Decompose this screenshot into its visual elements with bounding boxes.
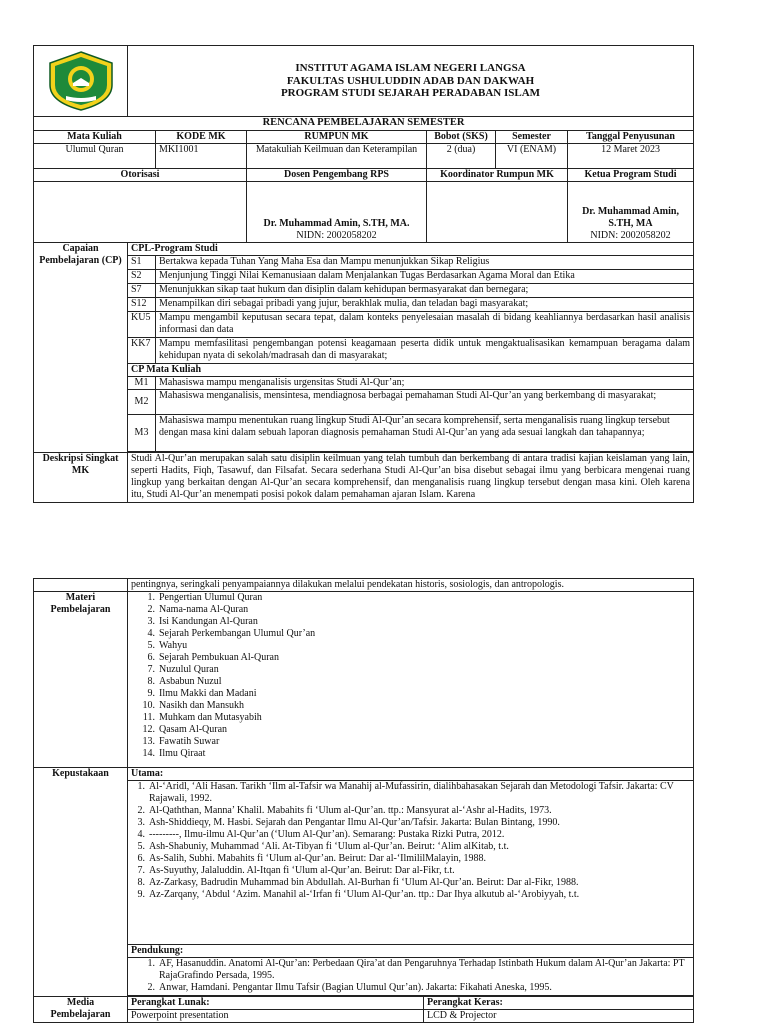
- cpl-code: S12: [128, 297, 156, 311]
- list-item-text: AF, Hasanuddin. Anatomi Al-Qur’an: Perbedaan Qira’at dan Pengaruhnya Terhadap Istinbath Hukum dalam Al-Qur’an Jakarta: PT RajaGrafindo Persada, 1995.: [159, 958, 685, 981]
- head-nidn: NIDN: 2002058202: [590, 229, 671, 241]
- list-item: [131, 724, 690, 736]
- cpl-row: [34, 269, 694, 283]
- list-item: [131, 865, 690, 877]
- hardware-heading: Perangkat Keras:: [424, 997, 694, 1010]
- list-item-number: 1.: [147, 958, 155, 969]
- list-item-text: As-Suyuthy, Jalaluddin. Al-Itqan fi ‘Ulum al-Qur’an. Beirut: Dar al-Fikr, t.t.: [149, 865, 455, 876]
- institution-name: INSTITUT AGAMA ISLAM NEGERI LANGSA: [295, 62, 526, 75]
- list-item: [131, 736, 690, 748]
- list-item-text: Az-Zarqany, ‘Abdul ‘Azim. Manahil al-‘Irfan fi ‘Ulum Al-Qur’an. ttp.: Dar Ihya alkutub al-‘Arobiyyah, t.t.: [149, 889, 580, 900]
- references-support-list: [131, 958, 690, 994]
- cpl-code: S7: [128, 283, 156, 297]
- list-item-text: Anwar, Hamdani. Pengantar Ilmu Tafsir (Bagian Ulumul Qur’an). Jakarta: Fikahati Aneska, 1995.: [159, 982, 552, 993]
- list-item: [131, 712, 690, 724]
- cpl-code: S2: [128, 269, 156, 283]
- list-item-text: Sejarah Perkembangan Ulumul Qur’an: [159, 628, 316, 639]
- list-item: [131, 817, 690, 829]
- description-text: Studi Al-Qur’an merupakan salah satu disiplin keilmuan yang telah tumbuh dan berkembang di antara tradisi kajian keislaman yang lain, seperti Hadits, Fiqh, Tasawuf, dan Filsafat. Secara sederhana Studi Al-Qur’an bisa disebut sebagai ilmu yang berbicara mengenai ruang lingkup yang berkaitan dengan Al-Qur’an secara komprehensif, dan menganalisis ruang lingkup tersebut dengan masa kini. Oleh karena itu, Studi Al-Qur’an menempati posisi pokok dalam pemahaman ajaran Islam. Karena: [128, 452, 694, 502]
- developer-nidn: NIDN: 2002058202: [296, 229, 377, 241]
- references-main-list: [131, 781, 690, 901]
- head-label: Ketua Program Studi: [568, 168, 694, 181]
- cpl-code: KU5: [128, 311, 156, 337]
- cpmk-heading: CP Mata Kuliah: [128, 363, 694, 376]
- developer-signature-cell: [247, 181, 427, 242]
- list-item: [131, 982, 690, 994]
- course-name-value: Ulumul Quran: [34, 143, 156, 168]
- list-item-number: 7.: [147, 664, 155, 675]
- cpmk-code: M1: [128, 376, 156, 389]
- list-item-number: 13.: [142, 736, 155, 747]
- coordinator-label: Koordinator Rumpun MK: [427, 168, 568, 181]
- cpl-row: [34, 337, 694, 363]
- rps-table-page-1: [33, 45, 694, 503]
- list-item: [131, 640, 690, 652]
- list-item: [131, 829, 690, 841]
- materials-list-cell: [128, 592, 694, 768]
- list-item: [131, 781, 690, 805]
- list-item: [131, 853, 690, 865]
- list-item: [131, 628, 690, 640]
- list-item-number: 4.: [137, 829, 145, 840]
- cpl-text: Mampu mengambil keputusan secara tepat, dalam konteks penyelesaian masalah di bidang keahliannya berdasarkan hasil analisis informasi dan data: [156, 311, 694, 337]
- course-semester-label: Semester: [496, 130, 568, 143]
- list-item-number: 9.: [137, 889, 145, 900]
- software-value: Powerpoint presentation: [128, 1010, 424, 1023]
- description-continued-text: pentingnya, seringkali penyampaiannya dilakukan melalui pendekatan historis, sosiologis, dan antropologis.: [128, 579, 694, 592]
- list-item-text: Ilmu Qiraat: [159, 748, 206, 759]
- document-title: RENCANA PEMBELAJARAN SEMESTER: [34, 117, 694, 131]
- references-support-cell: [128, 958, 694, 996]
- list-item-text: Az-Zarkasy, Badrudin Muhammad bin Abdullah. Al-Burhan fi ‘Ulum Al-Qur’an. Beirut: Dar al-Fikr, 1988.: [149, 877, 579, 888]
- cpl-row: [34, 255, 694, 269]
- course-code-label: KODE MK: [156, 130, 247, 143]
- list-item-number: 6.: [147, 652, 155, 663]
- list-item-text: Ash-Shabuniy, Muhammad ‘Ali. At-Tibyan fi ‘Ulum al-Qur’an. Beirut: ‘Alim alKitab, t.t.: [149, 841, 509, 852]
- hardware-value: LCD & Projector: [424, 1010, 694, 1023]
- list-item-text: Wahyu: [159, 640, 188, 651]
- list-item-number: 11.: [142, 712, 155, 723]
- cpl-text: Menjunjung Tinggi Nilai Kemanusiaan dalam Menjalankan Tugas Berdasarkan Agama Moral dan Etika: [156, 269, 694, 283]
- rps-table-page-2: [33, 578, 694, 1023]
- list-item: [131, 958, 690, 982]
- head-signature-cell: [568, 181, 694, 242]
- coordinator-signature-cell: [427, 181, 568, 242]
- list-item-number: 4.: [147, 628, 155, 639]
- references-label: Kepustakaan: [34, 768, 128, 997]
- course-code-value: MKI1001: [156, 143, 247, 168]
- list-item-number: 12.: [142, 724, 155, 735]
- list-item-text: Nuzulul Quran: [159, 664, 219, 675]
- list-item-text: Nasikh dan Mansukh: [159, 700, 244, 711]
- cpl-row: [34, 297, 694, 311]
- list-item-text: Ilmu Makki dan Madani: [159, 688, 257, 699]
- course-weight-label: Bobot (SKS): [427, 130, 496, 143]
- cpl-text: Bertakwa kepada Tuhan Yang Maha Esa dan Mampu menunjukkan Sikap Religius: [156, 255, 694, 269]
- description-continued-label: [34, 579, 128, 592]
- cpmk-row: [34, 376, 694, 389]
- cpmk-text: Mahasiswa mampu menganalisis urgensitas Studi Al-Qur’an;: [156, 376, 694, 389]
- references-main-cell: [128, 781, 694, 945]
- cpl-text: Mampu memfasilitasi pengembangan potensi keagamaan peserta didik untuk mengaktualisasikan kemampuan beragama dalam kehidupan nyata di sekolah/madrasah dan di masyarakat;: [156, 337, 694, 363]
- list-item-text: Ash-Shiddieqy, M. Hasbi. Sejarah dan Pengantar Ilmu Al-Qur’an/Tafsir. Jakarta: Bulan Bintang, 1990.: [149, 817, 560, 828]
- program-name: PROGRAM STUDI SEJARAH PERADABAN ISLAM: [280, 87, 541, 100]
- list-item: [131, 604, 690, 616]
- course-group-label: RUMPUN MK: [247, 130, 427, 143]
- authorization-label: Otorisasi: [34, 168, 247, 181]
- list-item-text: Nama-nama Al-Quran: [159, 604, 249, 615]
- list-item-text: Qasam Al-Quran: [159, 724, 228, 735]
- list-item: [131, 841, 690, 853]
- list-item-number: 1.: [147, 592, 155, 603]
- list-item-number: 5.: [137, 841, 145, 852]
- list-item-text: Isi Kandungan Al-Quran: [159, 616, 258, 627]
- cpl-text: Menampilkan diri sebagai pribadi yang jujur, berakhlak mulia, dan teladan bagi masyarakat;: [156, 297, 694, 311]
- cpmk-text: Mahasiswa menganalisis, mensintesa, mendiagnosa berbagai pemahaman Studi Al-Qur’an yang berkembang di masyarakat;: [156, 389, 694, 414]
- list-item-text: Asbabun Nuzul: [159, 676, 222, 687]
- list-item: [131, 616, 690, 628]
- list-item-number: 3.: [147, 616, 155, 627]
- cpl-text: Menunjukkan sikap taat hukum dan disiplin dalam kehidupan bermasyarakat dan bernegara;: [156, 283, 694, 297]
- materials-list: [131, 592, 690, 760]
- list-item: [131, 688, 690, 700]
- list-item-number: 2.: [147, 982, 155, 993]
- list-item-number: 5.: [147, 640, 155, 651]
- list-item-text: Al-‘Aridl, ‘Ali Hasan. Tarikh ‘Ilm al-Tafsir wa Manahij al-Mufassirin, dialihbahasakan Sejarah dan Metodologi Tafsir. Jakarta: CV Rajawali, 1992.: [149, 781, 674, 804]
- list-item-number: 3.: [137, 817, 145, 828]
- list-item-text: As-Salih, Subhi. Mabahits fi ‘Ulum al-Qur’an. Beirut: Dar al-‘IlmililMalayin, 1988.: [149, 853, 486, 864]
- authorization-blank: [34, 181, 247, 242]
- list-item-number: 10.: [142, 700, 155, 711]
- list-item: [131, 700, 690, 712]
- logo-cell: [34, 46, 128, 117]
- references-main-heading: Utama:: [128, 768, 694, 781]
- list-item-text: Al-Qaththan, Manna’ Khalil. Mabahits fi ‘Ulum al-Qur’an. ttp.: Mansyurat al-‘Ashr al-Hadits, 1973.: [149, 805, 552, 816]
- list-item: [131, 748, 690, 760]
- media-label: Media Pembelajaran: [34, 997, 128, 1023]
- list-item: [131, 805, 690, 817]
- cp-label: Capaian Pembelajaran (CP): [34, 242, 128, 452]
- cpl-row: [34, 311, 694, 337]
- head-name: Dr. Muhammad Amin, S.TH, MA: [582, 205, 679, 229]
- course-date-label: Tanggal Penyusunan: [568, 130, 694, 143]
- cpmk-code: M3: [128, 414, 156, 451]
- references-support-heading: Pendukung:: [128, 945, 694, 958]
- list-item-number: 8.: [147, 676, 155, 687]
- course-semester-value: VI (ENAM): [496, 143, 568, 168]
- list-item: [131, 676, 690, 688]
- cpl-row: [34, 283, 694, 297]
- course-weight-value: 2 (dua): [427, 143, 496, 168]
- list-item-number: 2.: [137, 805, 145, 816]
- cpl-code: S1: [128, 255, 156, 269]
- list-item-number: 6.: [137, 853, 145, 864]
- list-item-text: Sejarah Pembukuan Al-Quran: [159, 652, 279, 663]
- software-heading: Perangkat Lunak:: [128, 997, 424, 1010]
- course-date-value: 12 Maret 2023: [568, 143, 694, 168]
- cpmk-row: [34, 414, 694, 451]
- cpmk-text: Mahasiswa mampu menentukan ruang lingkup Studi Al-Qur’an secara komprehensif, serta menganalisis ruang lingkup tersebut dengan masa kini dalam sebuah laporan diagnosis pemahaman Studi Al-Qur’an yang ada sesuai langkah dan tahapannya;: [156, 414, 694, 451]
- developer-name: Dr. Muhammad Amin, S.TH, MA.: [263, 217, 410, 229]
- list-item: [131, 652, 690, 664]
- developer-label: Dosen Pengembang RPS: [247, 168, 427, 181]
- institute-logo-icon: [46, 50, 116, 112]
- list-item-number: 14.: [142, 748, 155, 759]
- list-item-number: 1.: [137, 781, 145, 792]
- list-item: [131, 877, 690, 889]
- list-item-number: 7.: [137, 865, 145, 876]
- list-item-number: 9.: [147, 688, 155, 699]
- course-group-value: Matakuliah Keilmuan dan Keterampilan: [247, 143, 427, 168]
- list-item-text: Pengertian Ulumul Quran: [159, 592, 263, 603]
- materials-label: Materi Pembelajaran: [34, 592, 128, 768]
- list-item-number: 8.: [137, 877, 145, 888]
- cpl-code: KK7: [128, 337, 156, 363]
- cpmk-row: [34, 389, 694, 414]
- list-item-number: 2.: [147, 604, 155, 615]
- cpl-heading: CPL-Program Studi: [128, 242, 694, 255]
- list-item-text: Fawatih Suwar: [159, 736, 220, 747]
- list-item: [131, 664, 690, 676]
- faculty-name: FAKULTAS USHULUDDIN ADAB DAN DAKWAH: [286, 74, 535, 87]
- institution-header: [128, 46, 694, 117]
- course-name-label: Mata Kuliah: [34, 130, 156, 143]
- list-item-text: Muhkam dan Mutasyabih: [159, 712, 262, 723]
- description-label: Deskripsi Singkat MK: [34, 452, 128, 502]
- cpmk-code: M2: [128, 389, 156, 414]
- list-item-text: ---------, Ilmu-ilmu Al-Qur’an (‘Ulum Al-Qur’an). Semarang: Pustaka Rizki Putra, 2012.: [149, 829, 505, 840]
- list-item: [131, 889, 690, 901]
- list-item: [131, 592, 690, 604]
